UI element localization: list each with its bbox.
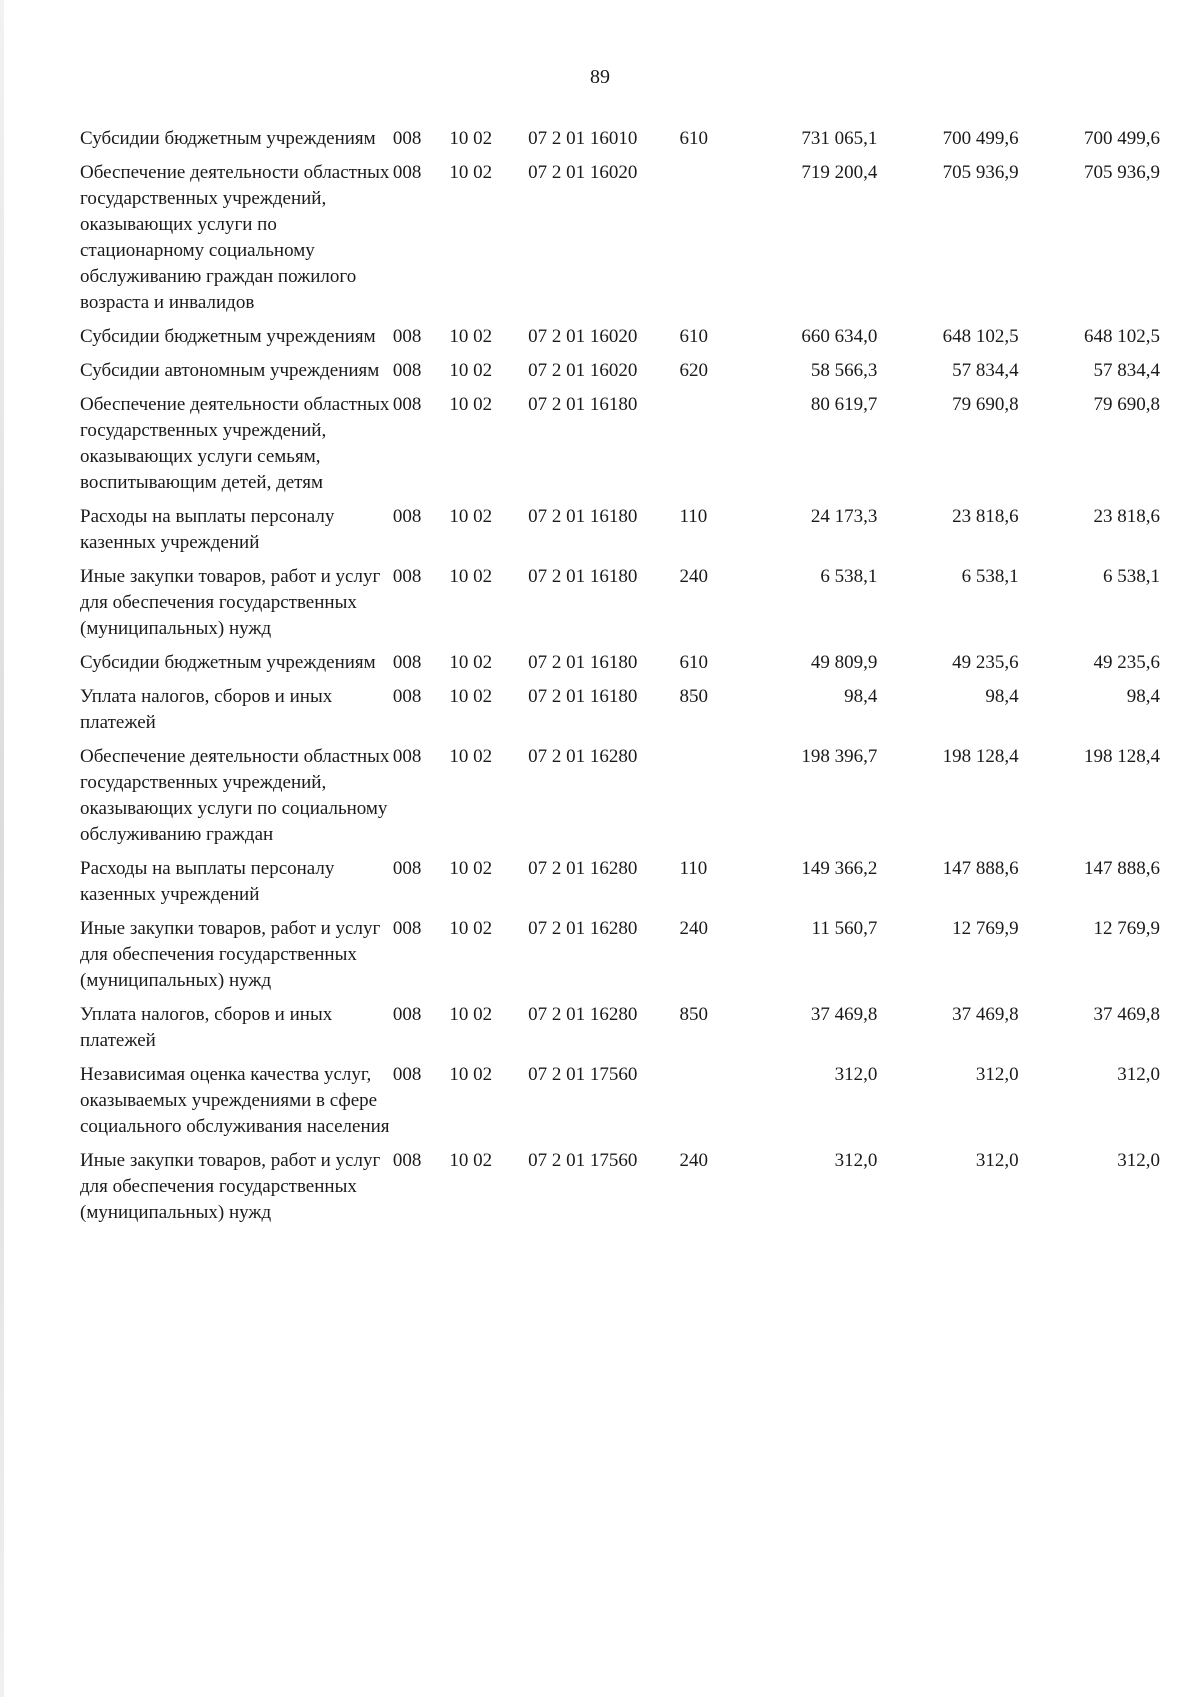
row-name: Обеспечение деятельности областных государственных учреждений, оказывающих услуги по стационарному социальному обслуживанию граждан пожилого возраста и инвалидов — [80, 162, 390, 313]
row-name: Уплата налогов, сборов и иных платежей — [80, 686, 333, 733]
table-row — [80, 504, 1160, 564]
row-amount-year3: 79 690,8 — [1093, 394, 1160, 415]
row-expense-type — [680, 744, 737, 856]
row-amount-year1: 6 538,1 — [820, 566, 878, 587]
row-amount-year2: 312,0 — [975, 1150, 1019, 1171]
row-amount-year1: 37 469,8 — [810, 1004, 878, 1025]
table-row — [80, 744, 1160, 856]
row-amount-year1: 312,0 — [834, 1150, 878, 1171]
row-expense-type: 850 — [679, 686, 709, 707]
table-row — [80, 324, 1160, 358]
row-amount-year3: 705 936,9 — [1084, 162, 1160, 183]
scan-edge — [0, 0, 4, 1697]
table-row — [80, 160, 1160, 324]
row-name: Иные закупки товаров, работ и услуг для обеспечения государственных (муниципальных) нужд — [80, 1150, 381, 1223]
row-ministry-code: 008 — [392, 566, 422, 587]
row-expense-type: 240 — [679, 1150, 709, 1171]
row-amount-year2: 6 538,1 — [961, 566, 1019, 587]
row-section-code: 10 02 — [449, 128, 493, 149]
row-target-code: 07 2 01 16180 — [528, 566, 638, 587]
row-section-code: 10 02 — [449, 162, 493, 183]
row-section-code: 10 02 — [449, 918, 493, 939]
row-ministry-code: 008 — [392, 360, 422, 381]
row-section-code: 10 02 — [449, 394, 493, 415]
row-amount-year3: 12 769,9 — [1093, 918, 1160, 939]
row-target-code: 07 2 01 16280 — [528, 858, 638, 879]
row-target-code: 07 2 01 16020 — [528, 326, 638, 347]
row-name: Субсидии бюджетным учреждениям — [80, 652, 376, 673]
row-expense-type: 110 — [679, 506, 708, 527]
row-amount-year2: 147 888,6 — [942, 858, 1019, 879]
table-row — [80, 564, 1160, 650]
row-amount-year2: 37 469,8 — [952, 1004, 1019, 1025]
row-name: Иные закупки товаров, работ и услуг для обеспечения государственных (муниципальных) нужд — [80, 918, 381, 991]
row-section-code: 10 02 — [449, 746, 493, 767]
row-amount-year2: 312,0 — [975, 1064, 1019, 1085]
row-amount-year3: 312,0 — [1117, 1150, 1160, 1171]
table-row — [80, 392, 1160, 504]
row-expense-type — [680, 392, 737, 504]
row-target-code: 07 2 01 16180 — [528, 394, 638, 415]
row-ministry-code: 008 — [392, 686, 422, 707]
table-row — [80, 1148, 1160, 1234]
row-amount-year2: 648 102,5 — [942, 326, 1019, 347]
table-row — [80, 684, 1160, 744]
row-amount-year2: 49 235,6 — [952, 652, 1019, 673]
row-amount-year3: 700 499,6 — [1084, 128, 1160, 149]
row-amount-year3: 6 538,1 — [1103, 566, 1160, 587]
row-ministry-code: 008 — [392, 746, 422, 767]
row-target-code: 07 2 01 16180 — [528, 686, 638, 707]
row-name: Обеспечение деятельности областных государственных учреждений, оказывающих услуги семьям, воспитывающим детей, детям — [80, 394, 390, 493]
row-amount-year2: 57 834,4 — [952, 360, 1019, 381]
row-ministry-code: 008 — [392, 326, 422, 347]
row-section-code: 10 02 — [449, 1064, 493, 1085]
row-amount-year1: 719 200,4 — [801, 162, 878, 183]
row-ministry-code: 008 — [392, 394, 422, 415]
row-amount-year3: 37 469,8 — [1093, 1004, 1160, 1025]
row-target-code: 07 2 01 16180 — [528, 652, 638, 673]
row-amount-year1: 58 566,3 — [810, 360, 878, 381]
row-name: Обеспечение деятельности областных государственных учреждений, оказывающих услуги по социальному обслуживанию граждан — [80, 746, 390, 845]
row-amount-year2: 700 499,6 — [942, 128, 1019, 149]
row-ministry-code: 008 — [392, 1004, 422, 1025]
row-section-code: 10 02 — [449, 506, 493, 527]
row-name: Расходы на выплаты персоналу казенных учреждений — [80, 506, 335, 553]
row-ministry-code: 008 — [392, 858, 422, 879]
row-name: Расходы на выплаты персоналу казенных учреждений — [80, 858, 335, 905]
row-target-code: 07 2 01 17560 — [528, 1064, 638, 1085]
row-amount-year1: 80 619,7 — [810, 394, 878, 415]
row-section-code: 10 02 — [449, 360, 493, 381]
table-row — [80, 126, 1160, 160]
row-target-code: 07 2 01 16280 — [528, 918, 638, 939]
row-section-code: 10 02 — [449, 566, 493, 587]
row-target-code: 07 2 01 16020 — [528, 360, 638, 381]
row-ministry-code: 008 — [392, 1150, 422, 1171]
row-amount-year1: 49 809,9 — [810, 652, 878, 673]
row-amount-year1: 24 173,3 — [810, 506, 878, 527]
table-row — [80, 1062, 1160, 1148]
row-section-code: 10 02 — [449, 858, 493, 879]
row-amount-year3: 49 235,6 — [1093, 652, 1160, 673]
row-ministry-code: 008 — [392, 1064, 422, 1085]
row-amount-year3: 57 834,4 — [1093, 360, 1160, 381]
row-amount-year2: 705 936,9 — [942, 162, 1019, 183]
row-expense-type: 610 — [679, 652, 709, 673]
row-amount-year3: 198 128,4 — [1084, 746, 1160, 767]
row-expense-type: 240 — [679, 566, 709, 587]
row-expense-type — [680, 1062, 737, 1148]
row-amount-year2: 79 690,8 — [952, 394, 1019, 415]
row-name: Субсидии бюджетным учреждениям — [80, 326, 376, 347]
row-ministry-code: 008 — [392, 128, 422, 149]
row-amount-year1: 11 560,7 — [811, 918, 878, 939]
page-number: 89 — [590, 66, 610, 88]
row-target-code: 07 2 01 16280 — [528, 746, 638, 767]
row-section-code: 10 02 — [449, 1150, 493, 1171]
table-row — [80, 916, 1160, 1002]
row-expense-type: 610 — [679, 128, 709, 149]
table-row — [80, 358, 1160, 392]
row-amount-year2: 198 128,4 — [942, 746, 1019, 767]
row-expense-type: 850 — [679, 1004, 709, 1025]
row-target-code: 07 2 01 16280 — [528, 1004, 638, 1025]
table-row — [80, 1002, 1160, 1062]
row-amount-year1: 198 396,7 — [801, 746, 878, 767]
row-name: Субсидии автономным учреждениям — [80, 360, 380, 381]
row-expense-type: 110 — [679, 858, 708, 879]
row-amount-year2: 12 769,9 — [952, 918, 1019, 939]
budget-table — [80, 126, 1160, 1234]
row-section-code: 10 02 — [449, 1004, 493, 1025]
row-section-code: 10 02 — [449, 326, 493, 347]
table-row — [80, 856, 1160, 916]
row-amount-year3: 23 818,6 — [1093, 506, 1160, 527]
row-expense-type: 610 — [679, 326, 709, 347]
row-target-code: 07 2 01 16020 — [528, 162, 638, 183]
row-target-code: 07 2 01 16180 — [528, 506, 638, 527]
row-expense-type — [680, 160, 737, 324]
table-row — [80, 650, 1160, 684]
row-amount-year3: 312,0 — [1117, 1064, 1160, 1085]
row-expense-type: 240 — [679, 918, 709, 939]
row-ministry-code: 008 — [392, 162, 422, 183]
row-name: Уплата налогов, сборов и иных платежей — [80, 1004, 333, 1051]
row-expense-type: 620 — [679, 360, 709, 381]
row-amount-year3: 98,4 — [1126, 686, 1160, 707]
row-amount-year3: 648 102,5 — [1084, 326, 1160, 347]
row-section-code: 10 02 — [449, 686, 493, 707]
row-amount-year1: 312,0 — [834, 1064, 878, 1085]
row-amount-year1: 731 065,1 — [801, 128, 878, 149]
row-amount-year2: 23 818,6 — [952, 506, 1019, 527]
row-target-code: 07 2 01 17560 — [528, 1150, 638, 1171]
row-ministry-code: 008 — [392, 918, 422, 939]
row-name: Иные закупки товаров, работ и услуг для обеспечения государственных (муниципальных) нужд — [80, 566, 381, 639]
row-ministry-code: 008 — [392, 652, 422, 673]
table-body — [80, 126, 1160, 1234]
row-amount-year3: 147 888,6 — [1084, 858, 1160, 879]
row-name: Субсидии бюджетным учреждениям — [80, 128, 376, 149]
row-section-code: 10 02 — [449, 652, 493, 673]
row-target-code: 07 2 01 16010 — [528, 128, 638, 149]
row-amount-year1: 660 634,0 — [801, 326, 878, 347]
row-ministry-code: 008 — [392, 506, 422, 527]
row-name: Независимая оценка качества услуг, оказываемых учреждениями в сфере социального обслуживания населения — [80, 1064, 390, 1137]
row-amount-year2: 98,4 — [985, 686, 1019, 707]
row-amount-year1: 98,4 — [844, 686, 878, 707]
row-amount-year1: 149 366,2 — [801, 858, 878, 879]
